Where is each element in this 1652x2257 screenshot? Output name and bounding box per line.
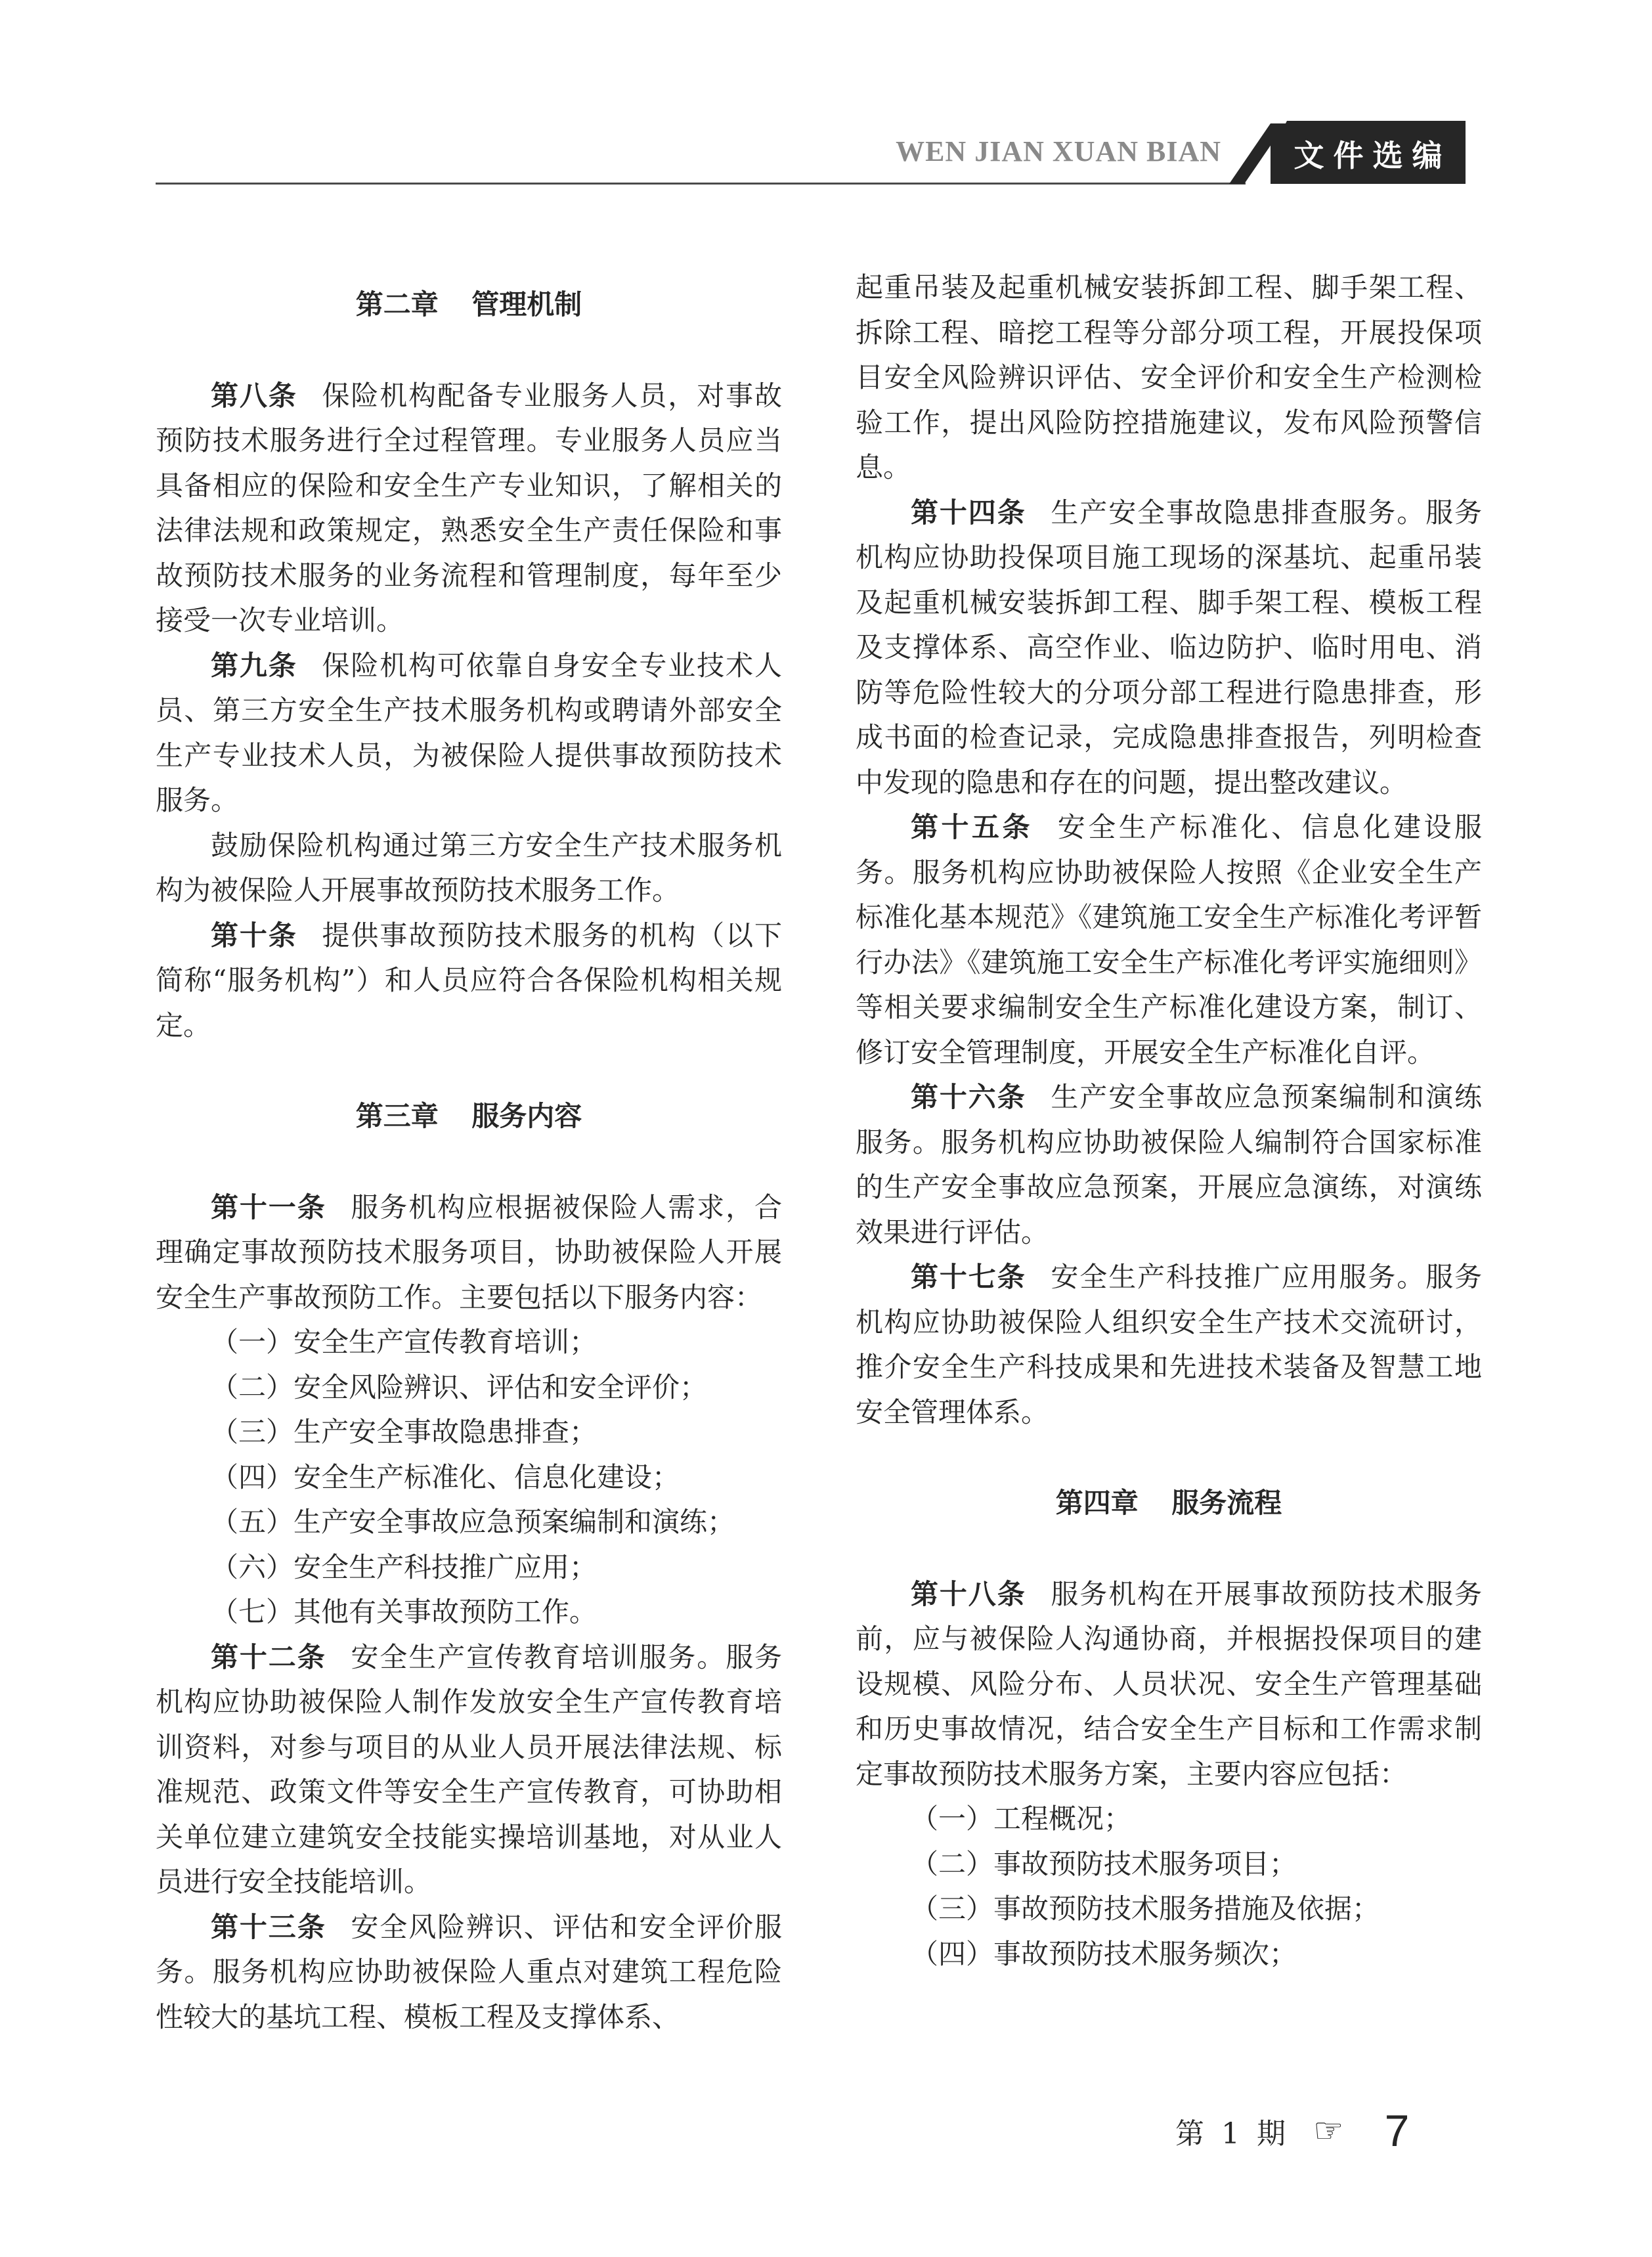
article-13-continued: 起重吊装及起重机械安装拆卸工程、脚手架工程、拆除工程、暗挖工程等分部分项工程，开展投保项目安全风险辨识评估、安全评价和安全生产检测检验工作，提出风险防控措施建议，发布风险预警信息。 (856, 271, 1482, 483)
article-18: 第十八条 服务机构在开展事故预防技术服务前，应与被保险人沟通协商，并根据投保项目的建设规模、风险分布、人员状况、安全生产管理基础和历史事故情况，结合安全生产目标和工作需求制定事故预防技术服务方案，主要内容应包括： (856, 1577, 1482, 1790)
right-column (856, 265, 1482, 1977)
page-number: 7 (1384, 2106, 1410, 2156)
list-item: （六）安全生产科技推广应用； (211, 1550, 598, 1583)
list-item: （五）生产安全事故应急预案编制和演练； (211, 1506, 735, 1538)
chapter-4-heading: 第四章 服务流程 (1055, 1487, 1282, 1519)
article-8: 第八条 保险机构配备专业服务人员，对事故预防技术服务进行全过程管理。专业服务人员应当具备相应的保险和安全生产专业知识，了解相关的法律法规和政策规定，熟悉安全生产责任保险和事故预防技术服务的业务流程和管理制度，每年至少接受一次专业培训。 (156, 379, 782, 636)
article-15: 第十五条 安全生产标准化、信息化建设服务。服务机构应协助被保险人按照《企业安全生产标准化基本规范》《建筑施工安全生产标准化考评暂行办法》《建筑施工安全生产标准化考评实施细则》等相关要求编制安全生产标准化建设方案，制订、修订安全管理制度，开展安全生产标准化自评。 (856, 811, 1482, 1068)
article-label: 第十七条 (911, 1261, 1026, 1293)
article-17: 第十七条 安全生产科技推广应用服务。服务机构应协助被保险人组织安全生产技术交流研讨，推介安全生产科技成果和先进技术装备及智慧工地安全管理体系。 (856, 1261, 1482, 1428)
chapter-2-heading: 第二章 管理机制 (355, 288, 582, 320)
article-label: 第十五条 (911, 811, 1033, 843)
issue-label: 第 1 期 (1175, 2117, 1290, 2151)
article-9: 第九条 保险机构可依靠自身安全专业技术人员、第三方安全生产技术服务机构或聘请外部安全生产专业技术人员，为被保险人提供事故预防技术服务。 (156, 649, 782, 816)
article-9-paragraph-2: 鼓励保险机构通过第三方安全生产技术服务机构为被保险人开展事故预防技术服务工作。 (156, 829, 782, 906)
article-label: 第十一条 (211, 1191, 326, 1223)
article-label: 第十三条 (211, 1910, 326, 1943)
list-item: （四）事故预防技术服务频次； (911, 1937, 1297, 1970)
article-13: 第十三条 安全风险辨识、评估和安全评价服务。服务机构应协助被保险人重点对建筑工程危险性较大的基坑工程、模板工程及支撑体系、 (156, 1910, 782, 2033)
article-label: 第十条 (211, 919, 297, 952)
article-10: 第十条 提供事故预防技术服务的机构（以下简称“服务机构”）和人员应符合各保险机构相关规定。 (156, 919, 782, 1041)
header-latin-title: WEN JIAN XUAN BIAN (896, 135, 1221, 167)
list-item: （二）安全风险辨识、评估和安全评价； (211, 1370, 708, 1403)
list-item: （三）事故预防技术服务措施及依据； (911, 1893, 1380, 1925)
page-footer (1175, 2105, 1409, 2157)
list-item: （三）生产安全事故隐患排查； (211, 1416, 598, 1448)
chapter-3-heading: 第三章 服务内容 (355, 1100, 582, 1132)
left-column (156, 263, 782, 2040)
article-label: 第十六条 (911, 1081, 1026, 1113)
article-11: 第十一条 服务机构应根据被保险人需求，合理确定事故预防技术服务项目，协助被保险人开展安全生产事故预防工作。主要包括以下服务内容： (156, 1191, 782, 1313)
article-label: 第十四条 (911, 496, 1026, 529)
header-section-tab: 文件选编 (1271, 123, 1466, 184)
pointing-hand-icon: ☞ (1313, 2111, 1344, 2151)
list-item: （四）安全生产标准化、信息化建设； (211, 1460, 680, 1493)
list-item: （二）事故预防技术服务项目； (911, 1847, 1297, 1880)
list-item: （一）工程概况； (911, 1803, 1132, 1835)
list-item: （一）安全生产宣传教育培训； (211, 1326, 598, 1358)
article-label: 第九条 (211, 649, 297, 682)
article-12: 第十二条 安全生产宣传教育培训服务。服务机构应协助被保险人制作发放安全生产宣传教育培训资料，对参与项目的从业人员开展法律法规、标准规范、政策文件等安全生产宣传教育，可协助相关单位建立建筑安全技能实操培训基地，对从业人员进行安全技能培训。 (156, 1640, 782, 1898)
article-label: 第十八条 (911, 1577, 1026, 1610)
article-label: 第八条 (211, 379, 297, 412)
article-16: 第十六条 生产安全事故应急预案编制和演练服务。服务机构应协助被保险人编制符合国家标准的生产安全事故应急预案，开展应急演练，对演练效果进行评估。 (856, 1081, 1482, 1248)
list-item: （七）其他有关事故预防工作。 (211, 1596, 598, 1628)
article-14: 第十四条 生产安全事故隐患排查服务。服务机构应协助投保项目施工现场的深基坑、起重吊装及起重机械安装拆卸工程、脚手架工程、模板工程及支撑体系、高空作业、临边防护、临时用电、消防等危险性较大的分项分部工程进行隐患排查，形成书面的检查记录，完成隐患排查报告，列明检查中发现的隐患和存在的问题，提出整改建议。 (856, 496, 1482, 799)
article-label: 第十二条 (211, 1640, 326, 1673)
